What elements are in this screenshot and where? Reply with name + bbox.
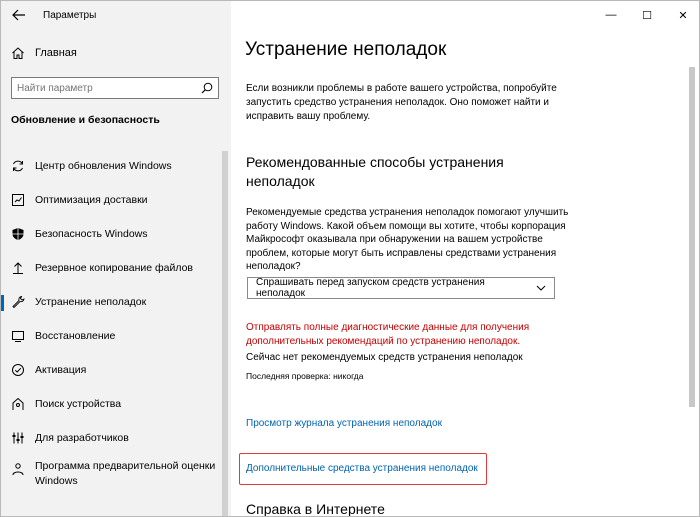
additional-troubleshooters-link[interactable]: Дополнительные средства устранения неполадок bbox=[246, 463, 478, 474]
recovery-icon bbox=[11, 329, 25, 343]
titlebar bbox=[1, 1, 231, 29]
home-label: Главная bbox=[35, 47, 77, 59]
window-controls bbox=[593, 1, 700, 29]
sidebar-item-developers[interactable] bbox=[1, 421, 221, 455]
intro-text: Если возникли проблемы в работе вашего устройства, попробуйте запустить средство устранения неполадок. Оно поможет найти и исправить вашу проблему. bbox=[246, 83, 557, 122]
dropdown-value: Спрашивать перед запуском средств устранения неполадок bbox=[256, 277, 485, 299]
sidebar-item-delivery-optimization[interactable] bbox=[1, 183, 221, 217]
sidebar-item-label: Восстановление bbox=[35, 330, 116, 342]
help-heading: Справка в Интернете bbox=[246, 501, 385, 517]
section-title: Обновление и безопасность bbox=[11, 114, 160, 126]
sidebar-item-insider[interactable] bbox=[1, 455, 221, 495]
home-icon bbox=[11, 46, 25, 60]
home-link[interactable] bbox=[11, 43, 77, 63]
troubleshoot-preference-select[interactable] bbox=[247, 277, 555, 299]
search-icon[interactable] bbox=[196, 78, 218, 98]
sidebar-item-find-device[interactable] bbox=[1, 387, 221, 421]
sidebar-item-label: Для разработчиков bbox=[35, 432, 129, 444]
search-box[interactable] bbox=[11, 77, 219, 99]
recommended-text: Рекомендуемые средства устранения неполадок помогают улучшить работу Windows. Какой объем помощи вы хотите, чтобы корпорация Майкрософт оказывала при обнаружении на вашем устройстве проблем, которые могут быть исправлены средствами устранения неполадок? bbox=[246, 207, 569, 272]
maximize-button[interactable]: ☐ bbox=[642, 9, 652, 22]
chevron-down-icon bbox=[536, 283, 546, 294]
sidebar-item-windows-security[interactable] bbox=[1, 217, 221, 251]
sidebar bbox=[1, 1, 231, 517]
wrench-icon bbox=[11, 295, 25, 309]
search-input[interactable] bbox=[12, 79, 196, 97]
sidebar-item-backup[interactable] bbox=[1, 251, 221, 285]
sidebar-item-label: Безопасность Windows bbox=[35, 228, 148, 240]
app-title: Параметры bbox=[43, 9, 97, 21]
sidebar-item-activation[interactable] bbox=[1, 353, 221, 387]
find-device-icon bbox=[11, 397, 25, 411]
recommended-heading: Рекомендованные способы устранения неполадок bbox=[246, 154, 504, 189]
sidebar-item-label: Оптимизация доставки bbox=[35, 194, 148, 206]
sidebar-item-label: Резервное копирование файлов bbox=[35, 262, 194, 274]
sidebar-item-label: Центр обновления Windows bbox=[35, 160, 172, 172]
shield-icon bbox=[11, 227, 25, 241]
backup-icon bbox=[11, 261, 25, 275]
sidebar-item-label: Поиск устройства bbox=[35, 398, 122, 410]
main-content bbox=[231, 1, 700, 517]
main-scrollbar[interactable] bbox=[689, 67, 695, 407]
last-check-text: Последняя проверка: никогда bbox=[246, 371, 364, 381]
sidebar-scrollbar[interactable] bbox=[222, 151, 228, 517]
sidebar-item-label: Активация bbox=[35, 364, 87, 376]
history-link[interactable]: Просмотр журнала устранения неполадок bbox=[246, 418, 442, 429]
check-circle-icon bbox=[11, 363, 25, 377]
minimize-button[interactable]: — bbox=[605, 9, 617, 21]
close-button[interactable]: ✕ bbox=[678, 9, 688, 22]
sync-icon bbox=[11, 159, 25, 173]
sidebar-nav bbox=[1, 149, 221, 495]
back-arrow-icon[interactable] bbox=[1, 1, 37, 29]
sidebar-item-troubleshoot[interactable] bbox=[1, 285, 221, 319]
developer-icon bbox=[11, 431, 25, 445]
sidebar-item-label: Устранение неполадок bbox=[35, 296, 147, 308]
no-recommendations-text: Сейчас нет рекомендуемых средств устранения неполадок bbox=[246, 352, 523, 363]
diagnostic-warning: Отправлять полные диагностические данные для получения дополнительных рекомендаций по устранению неполадок. bbox=[246, 322, 530, 347]
sidebar-item-label: Программа предварительной оценки Windows bbox=[35, 460, 216, 487]
page-title: Устранение неполадок bbox=[245, 39, 447, 60]
sidebar-item-recovery[interactable] bbox=[1, 319, 221, 353]
sidebar-item-windows-update[interactable] bbox=[1, 149, 221, 183]
delivery-icon bbox=[11, 193, 25, 207]
insider-icon bbox=[11, 462, 25, 476]
